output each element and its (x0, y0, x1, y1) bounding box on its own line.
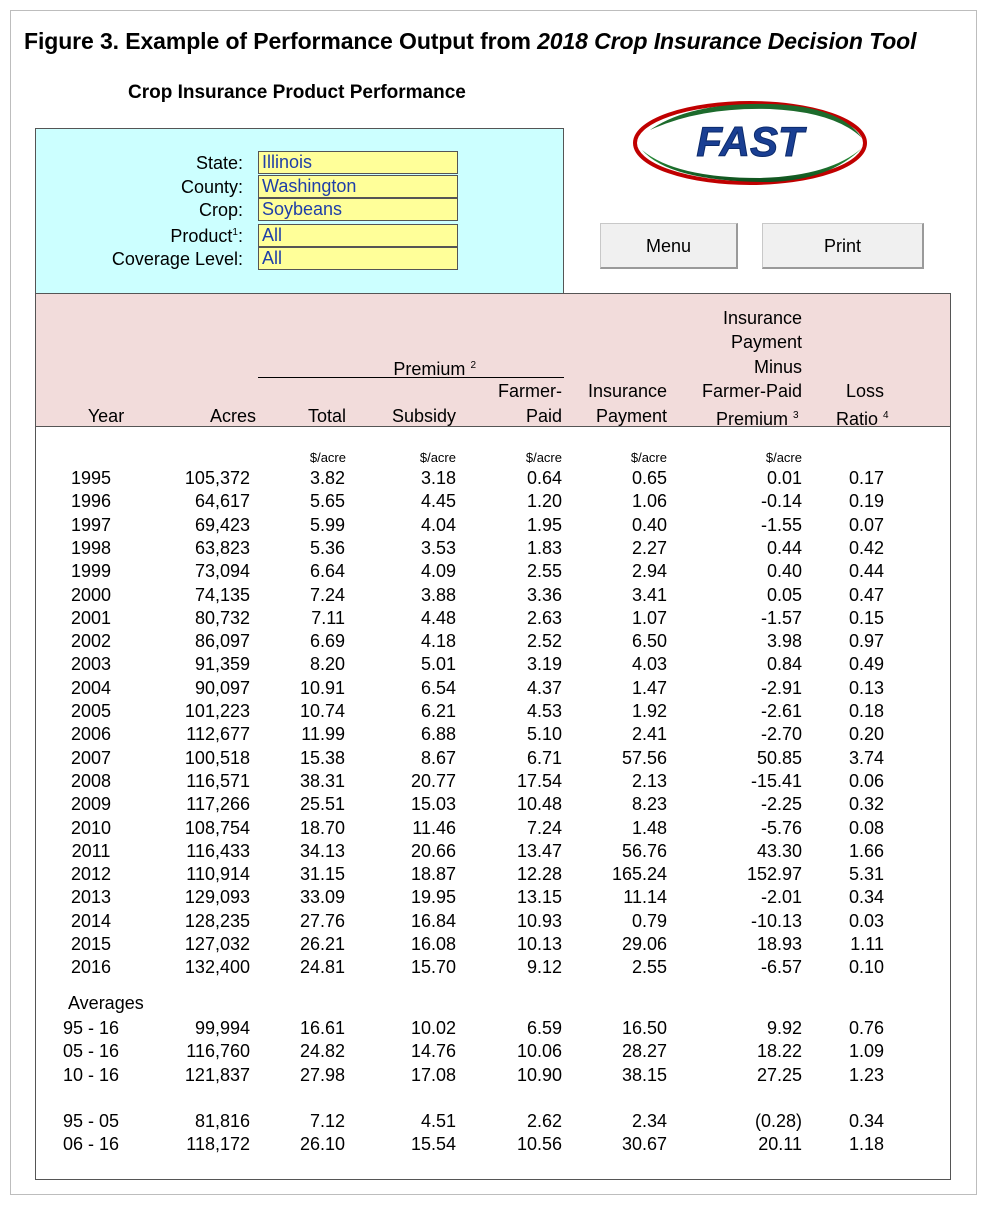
logo-text: FAST (696, 118, 804, 165)
selection-panel (35, 128, 564, 294)
header-year: Year (87, 406, 125, 426)
cell-farmer-paid: 12.28 (516, 864, 562, 885)
cell-loss-ratio: 0.20 (848, 724, 884, 745)
product-label: Product$^1$: (170, 226, 243, 246)
cell-farmer-paid: 1.83 (526, 537, 562, 558)
table-row (36, 653, 950, 676)
cell-farmer-paid: 10.93 (516, 910, 562, 931)
table-row (36, 514, 950, 537)
table-row (36, 817, 950, 840)
cell-premium-subsidy: 3.18 (420, 468, 456, 488)
cell-year: 2003 (70, 654, 112, 675)
cell-insurance-payment: 0.40 (631, 514, 667, 535)
cell-premium-total: 34.13 (299, 840, 345, 861)
cell-premium-subsidy: 15.70 (410, 957, 456, 978)
cell-premium-total: 10.91 (299, 677, 345, 698)
cell-farmer-paid: 4.53 (526, 701, 562, 721)
crop-label: Crop: (198, 200, 243, 220)
average-row (36, 1017, 950, 1040)
cell-farmer-paid: 3.19 (526, 654, 562, 675)
table-header (36, 293, 950, 427)
cell-premium-subsidy: 5.01 (420, 654, 456, 675)
cell-insurance-payment: 2.41 (631, 724, 667, 745)
cell-payment-minus-premium: 27.25 (756, 1064, 802, 1085)
cell-loss-ratio: 0.17 (848, 468, 884, 488)
page-subtitle: Crop Insurance Product Performance (128, 82, 466, 103)
cell-year: 05 - 16 (62, 1041, 120, 1062)
cell-year: 2010 (70, 817, 112, 838)
header-minus-3: Minus (753, 357, 802, 377)
cell-acres: 69,423 (194, 514, 250, 535)
header-acres: Acres (209, 406, 256, 426)
cell-acres: 63,823 (194, 537, 250, 558)
header-loss-2: Ratio $^4$ (836, 409, 889, 429)
cell-acres: 91,359 (194, 654, 250, 675)
coverage-label: Coverage Level: (111, 249, 243, 269)
product-row (36, 224, 563, 247)
cell-acres: 116,433 (186, 840, 250, 861)
cell-acres: 116,760 (186, 1041, 250, 1062)
cell-farmer-paid: 10.56 (516, 1134, 562, 1155)
cell-farmer-paid: 10.13 (516, 934, 562, 954)
cell-farmer-paid: 1.20 (526, 491, 562, 512)
cell-loss-ratio: 1.66 (848, 840, 884, 861)
cell-payment-minus-premium: 152.97 (746, 864, 802, 885)
cell-farmer-paid: 2.63 (526, 607, 562, 628)
cell-payment-minus-premium: 43.30 (756, 840, 802, 861)
cell-premium-total: 5.36 (309, 537, 345, 558)
cell-premium-subsidy: 11.46 (412, 817, 456, 838)
cell-premium-subsidy: 19.95 (410, 887, 456, 908)
county-row (36, 175, 563, 198)
cell-payment-minus-premium: (0.28) (754, 1111, 802, 1131)
cell-insurance-payment: 6.50 (631, 631, 667, 652)
cell-premium-total: 7.11 (311, 607, 345, 628)
header-loss-1: Loss (845, 381, 884, 401)
figure-title-italic: 2018 Crop Insurance Decision Tool (537, 28, 917, 54)
cell-insurance-payment: 16.50 (621, 1018, 667, 1038)
cell-premium-subsidy: 20.66 (410, 840, 456, 861)
cell-farmer-paid: 3.36 (526, 584, 562, 605)
cell-farmer-paid: 1.95 (526, 514, 562, 535)
cell-acres: 129,093 (184, 887, 250, 908)
cell-loss-ratio: 0.34 (848, 887, 884, 908)
cell-premium-total: 16.61 (299, 1018, 345, 1038)
figure-title: Figure 3. Example of Performance Output from 2018 Crop Insurance Decision Tool (24, 28, 917, 54)
cell-loss-ratio: 0.06 (848, 770, 884, 791)
cell-payment-minus-premium: 0.84 (766, 654, 802, 675)
cell-year: 2009 (70, 794, 112, 815)
cell-payment-minus-premium: -10.13 (750, 910, 802, 931)
cell-acres: 108,754 (184, 817, 250, 838)
unit-total: $/acre (309, 450, 346, 465)
cell-farmer-paid: 2.55 (526, 561, 562, 582)
product-field[interactable]: All (258, 224, 458, 247)
cell-premium-subsidy: 14.76 (410, 1041, 456, 1062)
cell-acres: 121,837 (184, 1064, 250, 1085)
cell-premium-total: 27.76 (299, 910, 345, 931)
table-row (36, 537, 950, 560)
cell-insurance-payment: 2.34 (631, 1111, 667, 1131)
average-row (36, 1064, 950, 1087)
premium-underline (258, 377, 564, 378)
cell-premium-subsidy: 3.53 (420, 537, 456, 558)
cell-year: 1995 (70, 468, 112, 488)
averages-label: Averages (68, 993, 144, 1013)
cell-premium-total: 6.64 (309, 561, 345, 582)
cell-loss-ratio: 0.34 (848, 1111, 884, 1131)
cell-acres: 99,994 (194, 1018, 250, 1038)
cell-premium-subsidy: 4.45 (420, 491, 456, 512)
cell-farmer-paid: 10.90 (516, 1064, 562, 1085)
header-farmer-2: Paid (525, 406, 562, 426)
unit-minus: $/acre (765, 450, 802, 465)
cell-payment-minus-premium: -1.55 (760, 514, 802, 535)
cell-loss-ratio: 0.32 (848, 794, 884, 815)
table-row (36, 467, 950, 490)
cell-premium-subsidy: 4.48 (420, 607, 456, 628)
cell-premium-total: 8.20 (309, 654, 345, 675)
cell-insurance-payment: 0.65 (631, 468, 667, 488)
cell-premium-subsidy: 17.08 (410, 1064, 456, 1085)
cell-year: 2000 (70, 584, 112, 605)
cell-year: 95 - 05 (62, 1111, 120, 1131)
cell-acres: 81,816 (194, 1111, 250, 1131)
cell-premium-subsidy: 4.09 (420, 561, 456, 582)
cell-premium-subsidy: 8.67 (420, 747, 456, 768)
cell-year: 2007 (70, 747, 112, 768)
cell-year: 06 - 16 (62, 1134, 120, 1155)
header-minus-4: Farmer-Paid (701, 381, 802, 401)
cell-premium-subsidy: 15.03 (410, 794, 456, 815)
cell-payment-minus-premium: -2.70 (760, 724, 802, 745)
cell-loss-ratio: 0.76 (848, 1018, 884, 1038)
cell-acres: 90,097 (194, 677, 250, 698)
cell-farmer-paid: 2.52 (526, 631, 562, 652)
cell-year: 2011 (71, 840, 111, 861)
fast-logo (630, 100, 870, 186)
cell-farmer-paid: 6.59 (526, 1018, 562, 1038)
cell-year: 1999 (70, 561, 112, 582)
state-label: State: (195, 153, 243, 173)
cell-acres: 74,135 (194, 584, 250, 605)
cell-premium-total: 26.10 (299, 1134, 345, 1155)
cell-premium-total: 7.12 (309, 1111, 345, 1131)
table-row (36, 630, 950, 653)
cell-farmer-paid: 5.10 (526, 724, 562, 745)
performance-table (35, 293, 951, 1180)
table-row (36, 677, 950, 700)
cell-loss-ratio: 0.03 (848, 910, 884, 931)
cell-premium-total: 33.09 (299, 887, 345, 908)
unit-farmer: $/acre (525, 450, 562, 465)
cell-payment-minus-premium: -2.25 (760, 794, 802, 815)
cell-year: 2006 (70, 724, 112, 745)
period-row (36, 1110, 950, 1133)
header-premium: Premium $^2$ (393, 359, 476, 379)
cell-insurance-payment: 4.03 (631, 654, 667, 675)
print-button[interactable]: Print (762, 223, 924, 269)
crop-field[interactable]: Soybeans (258, 198, 458, 221)
cell-loss-ratio: 0.10 (848, 957, 884, 978)
cell-insurance-payment: 1.48 (631, 817, 667, 838)
cell-premium-subsidy: 3.88 (420, 584, 456, 605)
header-insurance-1: Insurance (587, 381, 667, 401)
cell-payment-minus-premium: -6.57 (760, 957, 802, 978)
cell-loss-ratio: 0.97 (848, 631, 884, 652)
cell-premium-subsidy: 15.54 (410, 1134, 456, 1155)
coverage-row (36, 247, 563, 270)
cell-payment-minus-premium: 20.11 (758, 1134, 802, 1155)
cell-insurance-payment: 2.55 (631, 957, 667, 978)
header-farmer-1: Farmer- (498, 381, 562, 401)
cell-acres: 100,518 (184, 747, 250, 768)
header-insurance-2: Payment (595, 406, 667, 426)
table-row (36, 910, 950, 933)
cell-payment-minus-premium: 3.98 (766, 631, 802, 652)
menu-button[interactable]: Menu (600, 223, 738, 269)
cell-acres: 86,097 (194, 631, 250, 652)
cell-premium-total: 25.51 (299, 794, 345, 815)
county-label: County: (180, 177, 243, 197)
table-row (36, 933, 950, 956)
cell-loss-ratio: 1.18 (848, 1134, 884, 1155)
cell-farmer-paid: 0.64 (526, 468, 562, 488)
cell-premium-total: 10.74 (299, 701, 345, 721)
table-row (36, 607, 950, 630)
cell-farmer-paid: 13.15 (516, 887, 562, 908)
cell-loss-ratio: 0.08 (848, 817, 884, 838)
header-total: Total (307, 406, 346, 426)
cell-premium-total: 38.31 (299, 770, 345, 791)
cell-premium-total: 15.38 (299, 747, 345, 768)
cell-insurance-payment: 8.23 (631, 794, 667, 815)
cell-premium-subsidy: 16.08 (410, 934, 456, 954)
cell-loss-ratio: 3.74 (848, 747, 884, 768)
cell-insurance-payment: 0.79 (631, 910, 667, 931)
cell-loss-ratio: 1.11 (850, 934, 884, 954)
cell-premium-total: 11.99 (301, 724, 345, 745)
cell-acres: 118,172 (186, 1134, 250, 1155)
cell-insurance-payment: 1.92 (631, 701, 667, 721)
cell-insurance-payment: 165.24 (611, 864, 667, 885)
cell-acres: 128,235 (184, 910, 250, 931)
cell-insurance-payment: 56.76 (621, 840, 667, 861)
cell-farmer-paid: 10.48 (516, 794, 562, 815)
unit-insurance: $/acre (630, 450, 667, 465)
cell-year: 1996 (70, 491, 112, 512)
cell-payment-minus-premium: -0.14 (760, 491, 802, 512)
cell-year: 2004 (70, 677, 112, 698)
crop-row (36, 198, 563, 221)
cell-farmer-paid: 7.24 (526, 817, 562, 838)
cell-farmer-paid: 9.12 (526, 957, 562, 978)
cell-payment-minus-premium: 0.01 (766, 468, 802, 488)
cell-premium-subsidy: 10.02 (410, 1018, 456, 1038)
cell-premium-total: 3.82 (309, 468, 345, 488)
cell-insurance-payment: 28.27 (621, 1041, 667, 1062)
cell-payment-minus-premium: -5.76 (760, 817, 802, 838)
cell-acres: 132,400 (184, 957, 250, 978)
cell-loss-ratio: 0.13 (848, 677, 884, 698)
cell-year: 2012 (70, 864, 112, 885)
table-row (36, 863, 950, 886)
cell-acres: 64,617 (194, 491, 250, 512)
cell-premium-subsidy: 6.21 (420, 701, 456, 721)
cell-premium-total: 7.24 (309, 584, 345, 605)
header-minus-5: Premium $^3$ (716, 409, 799, 429)
state-field[interactable]: Illinois (258, 151, 458, 174)
cell-premium-total: 24.82 (299, 1041, 345, 1062)
cell-acres: 112,677 (186, 724, 250, 745)
cell-year: 2001 (70, 607, 112, 628)
cell-loss-ratio: 0.44 (848, 561, 884, 582)
table-row (36, 770, 950, 793)
cell-farmer-paid: 2.62 (526, 1111, 562, 1131)
cell-year: 2016 (70, 957, 112, 978)
cell-premium-total: 5.65 (309, 491, 345, 512)
cell-premium-total: 5.99 (309, 514, 345, 535)
cell-year: 2014 (70, 910, 112, 931)
state-row (36, 151, 563, 174)
coverage-field[interactable]: All (258, 247, 458, 270)
cell-payment-minus-premium: 0.05 (766, 584, 802, 605)
cell-acres: 116,571 (186, 770, 250, 791)
table-row (36, 723, 950, 746)
header-subsidy: Subsidy (391, 406, 456, 426)
cell-year: 2008 (70, 770, 112, 791)
cell-farmer-paid: 10.06 (516, 1041, 562, 1062)
cell-acres: 105,372 (184, 468, 250, 488)
cell-payment-minus-premium: 18.93 (756, 934, 802, 954)
cell-acres: 117,266 (186, 794, 250, 815)
cell-premium-subsidy: 20.77 (410, 770, 456, 791)
cell-loss-ratio: 0.07 (848, 514, 884, 535)
cell-payment-minus-premium: -15.41 (750, 770, 802, 791)
table-row (36, 886, 950, 909)
header-minus-2: Payment (730, 332, 802, 352)
cell-loss-ratio: 0.42 (848, 537, 884, 558)
cell-loss-ratio: 0.19 (848, 491, 884, 512)
cell-payment-minus-premium: -2.01 (760, 887, 802, 908)
cell-farmer-paid: 17.54 (516, 770, 562, 791)
cell-insurance-payment: 1.07 (631, 607, 667, 628)
cell-loss-ratio: 1.09 (848, 1041, 884, 1062)
table-row (36, 584, 950, 607)
average-row (36, 1040, 950, 1063)
cell-insurance-payment: 57.56 (621, 747, 667, 768)
cell-year: 1997 (70, 514, 112, 535)
cell-year: 95 - 16 (62, 1018, 120, 1038)
cell-premium-subsidy: 18.87 (410, 864, 456, 885)
cell-premium-total: 24.81 (299, 957, 345, 978)
cell-premium-subsidy: 6.54 (420, 677, 456, 698)
cell-premium-total: 31.15 (299, 864, 345, 885)
cell-loss-ratio: 0.49 (848, 654, 884, 675)
cell-insurance-payment: 29.06 (621, 934, 667, 954)
cell-premium-subsidy: 6.88 (420, 724, 456, 745)
cell-premium-subsidy: 16.84 (410, 910, 456, 931)
cell-payment-minus-premium: 18.22 (756, 1041, 802, 1062)
cell-acres: 110,914 (186, 864, 250, 885)
cell-loss-ratio: 5.31 (848, 864, 884, 885)
table-row (36, 747, 950, 770)
cell-insurance-payment: 30.67 (621, 1134, 667, 1155)
table-row (36, 700, 950, 723)
cell-year: 10 - 16 (62, 1064, 120, 1085)
table-row (36, 840, 950, 863)
cell-year: 2002 (70, 631, 112, 652)
cell-acres: 101,223 (184, 701, 250, 721)
cell-payment-minus-premium: 0.40 (766, 561, 802, 582)
cell-premium-total: 26.21 (299, 934, 345, 954)
cell-insurance-payment: 2.27 (631, 537, 667, 558)
cell-year: 2013 (70, 887, 112, 908)
cell-payment-minus-premium: -1.57 (760, 607, 802, 628)
cell-farmer-paid: 13.47 (516, 840, 562, 861)
cell-insurance-payment: 2.94 (631, 561, 667, 582)
cell-premium-total: 6.69 (309, 631, 345, 652)
cell-farmer-paid: 4.37 (526, 677, 562, 698)
table-row (36, 793, 950, 816)
table-row (36, 490, 950, 513)
cell-loss-ratio: 0.18 (848, 701, 884, 721)
county-field[interactable]: Washington (258, 175, 458, 198)
cell-insurance-payment: 38.15 (621, 1064, 667, 1085)
cell-year: 1998 (70, 537, 112, 558)
cell-insurance-payment: 11.14 (623, 887, 667, 908)
cell-acres: 127,032 (184, 934, 250, 954)
cell-year: 2015 (70, 934, 112, 954)
unit-subsidy: $/acre (419, 450, 456, 465)
cell-insurance-payment: 1.06 (631, 491, 667, 512)
cell-acres: 73,094 (194, 561, 250, 582)
cell-insurance-payment: 1.47 (631, 677, 667, 698)
cell-premium-subsidy: 4.18 (420, 631, 456, 652)
cell-insurance-payment: 2.13 (631, 770, 667, 791)
cell-premium-subsidy: 4.51 (420, 1111, 456, 1131)
cell-loss-ratio: 0.47 (848, 584, 884, 605)
cell-payment-minus-premium: -2.91 (760, 677, 802, 698)
table-row (36, 560, 950, 583)
cell-year: 2005 (70, 701, 112, 721)
cell-payment-minus-premium: 0.44 (766, 537, 802, 558)
cell-payment-minus-premium: -2.61 (760, 701, 802, 721)
period-row (36, 1133, 950, 1156)
cell-premium-total: 18.70 (299, 817, 345, 838)
cell-loss-ratio: 1.23 (848, 1064, 884, 1085)
cell-insurance-payment: 3.41 (631, 584, 667, 605)
cell-loss-ratio: 0.15 (848, 607, 884, 628)
cell-acres: 80,732 (194, 607, 250, 628)
cell-premium-subsidy: 4.04 (420, 514, 456, 535)
cell-payment-minus-premium: 9.92 (766, 1018, 802, 1038)
cell-farmer-paid: 6.71 (526, 747, 562, 768)
header-minus-1: Insurance (722, 308, 802, 328)
cell-payment-minus-premium: 50.85 (756, 747, 802, 768)
cell-premium-total: 27.98 (299, 1064, 345, 1085)
table-row (36, 956, 950, 979)
